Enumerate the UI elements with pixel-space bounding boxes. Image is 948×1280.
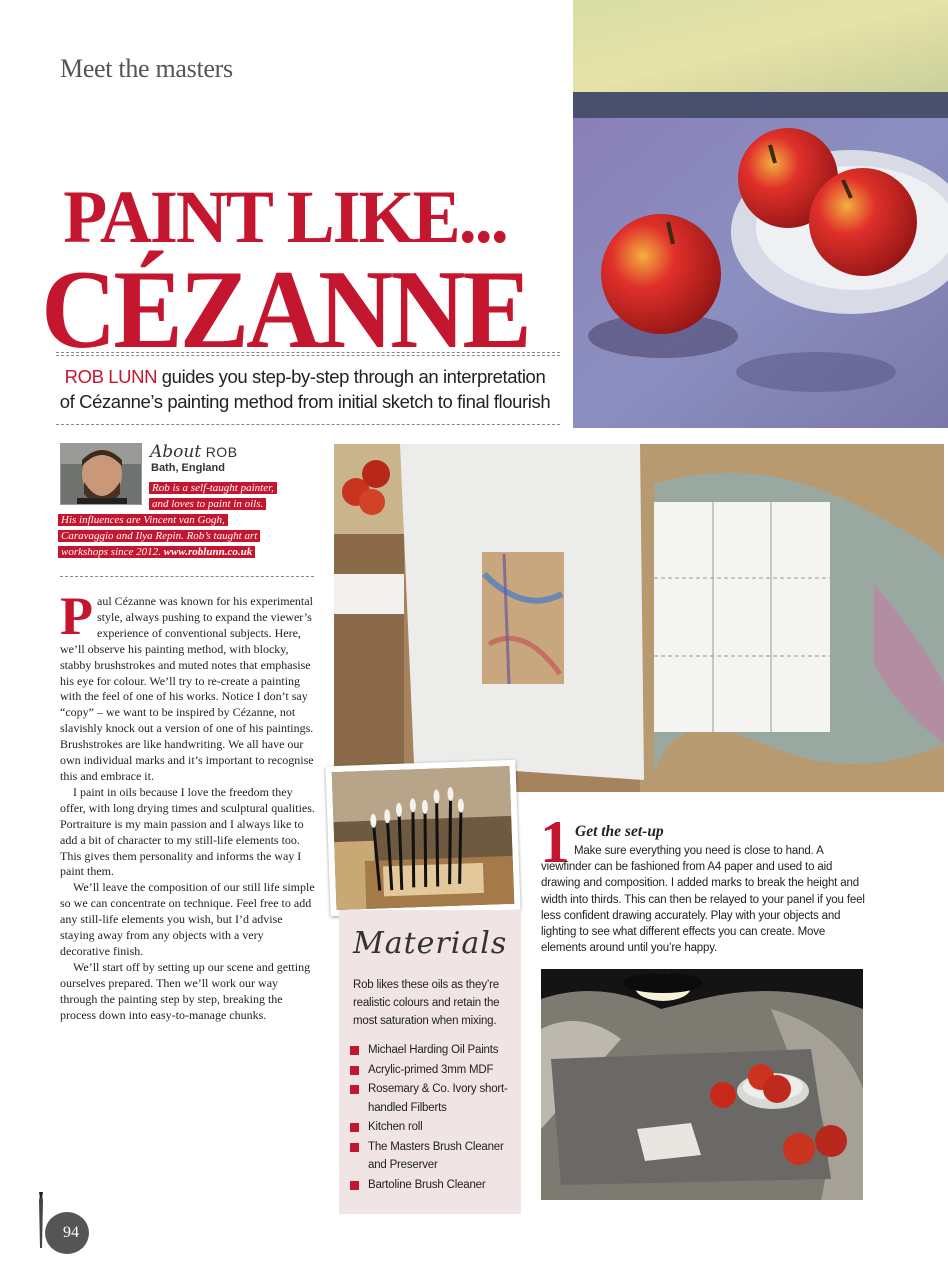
still-life-setup-photo bbox=[541, 969, 863, 1200]
about-bio-line: Caravaggio and Ilya Repin. Rob’s taught art bbox=[58, 528, 260, 544]
dropcap: P bbox=[60, 586, 93, 646]
standfirst-line-2: of Cézanne’s painting method from initial sketch to final flourish bbox=[59, 391, 551, 412]
body-text bbox=[60, 586, 316, 1023]
step-title: Get the set-up bbox=[575, 823, 664, 840]
materials-item: Kitchen roll bbox=[349, 1118, 519, 1137]
author-name: ROB LUNN bbox=[64, 366, 158, 387]
about-heading-script: About bbox=[150, 442, 202, 462]
about-bio-line: His influences are Vincent van Gogh, bbox=[58, 512, 228, 528]
about-heading-name: ROB bbox=[205, 444, 238, 460]
materials-item: Bartoline Brush Cleaner bbox=[349, 1176, 519, 1195]
headline-divider bbox=[56, 352, 560, 353]
body-paragraph: I paint in oils because I love the freedom they offer, with long drying times and sculptural qualities. Portraiture is my main passion and I always like to add a bit of character to my still-life elements too. This gives them personality and informs the way I paint them. bbox=[60, 784, 315, 879]
hero-painting-apples bbox=[573, 0, 948, 428]
materials-list bbox=[349, 1041, 519, 1195]
materials-item: The Masters Brush Cleaner and Preserver bbox=[349, 1138, 519, 1175]
materials-item: Acrylic-primed 3mm MDF bbox=[349, 1061, 519, 1080]
body-paragraph: aul Cézanne was known for his experimental style, always pushing to expand the viewer’s experience of conventional subjects. Here, we’ll observe his painting method, with blocky, stabby brushstrokes and muted notes that emphasise his eye for colour. We’ll try to re-create a painting with the feel of one of his works. Notice I don’t say “copy” – we want to be inspired by Cézanne, not slavishly knock out a version of one of his paintings. Brushstrokes are like handwriting. We all have our own individual marks and it’s important to recognise this and embrace it. bbox=[60, 594, 314, 783]
materials-title: Materials bbox=[353, 926, 508, 961]
standfirst-divider bbox=[56, 424, 560, 425]
step-text: Make sure everything you need is close to hand. A viewfinder can be fashioned from A4 paper and used to aid drawing and composition. I added marks to break the height and width into thirds. This can then be relayed to your panel if you feel less confident drawing accurately. Play with your objects and lighting to see what different effects you can create. Move elements around until you’re happy. bbox=[541, 845, 865, 955]
author-website-link[interactable]: www.roblunn.co.uk bbox=[163, 546, 253, 558]
body-paragraph: We’ll leave the composition of our still life simple so we can concentrate on technique. Feel free to add any still-life elements you wish, but I’d advise staying away from any objects with a very decorative finish. bbox=[60, 880, 315, 958]
headline-divider-secondary bbox=[56, 355, 560, 356]
materials-item: Michael Harding Oil Paints bbox=[349, 1041, 519, 1060]
author-portrait bbox=[60, 443, 142, 505]
brushes-photo bbox=[325, 760, 520, 917]
materials-intro: Rob likes these oils as they’re realistic colours and retain the most saturation when mixing. bbox=[353, 979, 500, 1027]
page-number: 94 bbox=[45, 1212, 89, 1254]
about-divider bbox=[60, 576, 314, 577]
materials-item: Rosemary & Co. Ivory short-handled Filberts bbox=[349, 1080, 519, 1117]
about-bio-line: and loves to paint in oils. bbox=[149, 496, 266, 512]
about-location: Bath, England bbox=[151, 462, 225, 474]
standfirst bbox=[40, 364, 570, 414]
about-bio-line: workshops since 2012. www.roblunn.co.uk bbox=[58, 544, 255, 560]
headline-line-1: PAINT LIKE... bbox=[63, 174, 507, 259]
about-heading bbox=[150, 441, 238, 462]
headline-line-2: CÉZANNE bbox=[41, 247, 529, 372]
standfirst-line-1: guides you step-by-step through an interpretation bbox=[161, 366, 546, 387]
section-title: Meet the masters bbox=[60, 54, 233, 83]
setup-photo-viewfinder bbox=[334, 444, 944, 792]
body-paragraph: We’ll start off by setting up our scene and getting ourselves prepared. Then we’ll work our way through the painting step by step, breaking the process down into easy-to-manage chunks. bbox=[60, 959, 311, 1022]
step-number: 1 bbox=[540, 809, 570, 875]
about-bio-line: Rob is a self-taught painter, bbox=[149, 480, 277, 496]
